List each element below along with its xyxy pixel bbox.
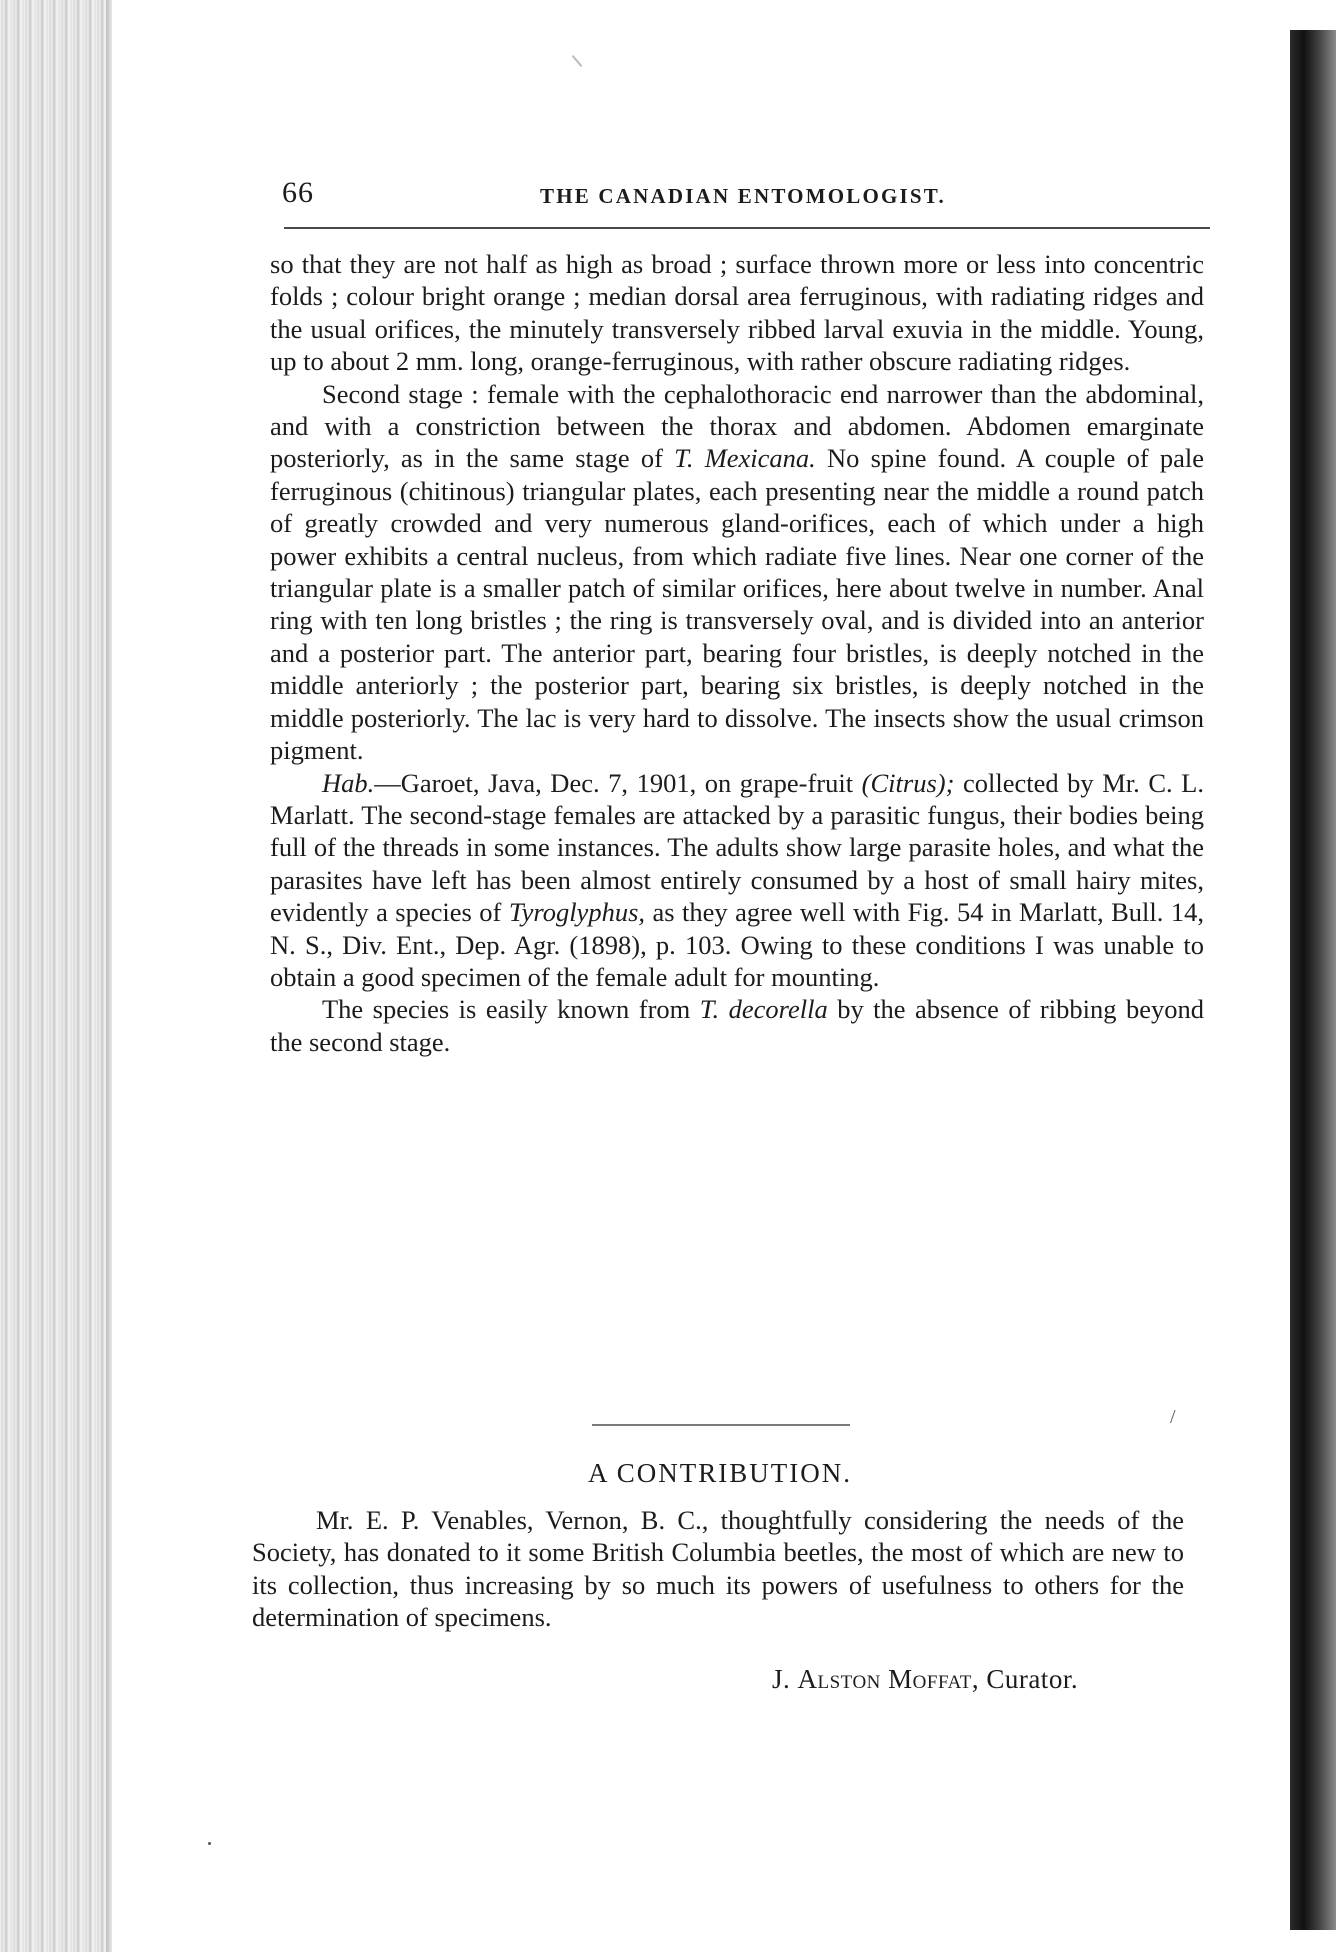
signature: [772, 1664, 1078, 1695]
page-number: 66: [282, 176, 314, 209]
section-title: A CONTRIBUTION.: [588, 1458, 852, 1488]
text-run: collected by Mr. C. L. Marlatt. The second-stage females are attacked by a parasitic fungus, their bodies being full of the threads in some instances. The adults show large parasite holes, and what the parasites have left has been almost entirely consumed by a host of small hairy mites, evidently a species of: [270, 767, 1204, 928]
genus-name: Tyroglyphus,: [508, 897, 646, 928]
paragraph-second-stage: [270, 378, 1204, 767]
header-rule: [284, 227, 1210, 229]
running-header: [282, 176, 1212, 216]
species-name: T. Mexicana.: [674, 443, 816, 474]
signature-role: , Curator.: [971, 1664, 1079, 1694]
article-body: [270, 248, 1204, 1058]
scan-speck: [208, 1842, 211, 1845]
habitat-label: Hab.: [322, 767, 375, 798]
page-edge-shadow: [1290, 30, 1336, 1930]
text-run: The species is easily known from: [322, 994, 700, 1025]
text-run: No spine found. A couple of pale ferruginous (chitinous) triangular plates, each presenting near the middle a round patch of greatly crowded and very numerous gland-orifices, each of which under a high power exhibits a central nucleus, from which radiate five lines. Near one corner of the triangular plate is a smaller patch of similar orifices, here about twelve in number. Anal ring with ten long bristles ; the ring is transversely oval, and is divided into an anterior and a posterior part. The anterior part, bearing four bristles, is deeply notched in the middle anteriorly ; the posterior part, bearing six bristles, is deeply notched in the middle posteriorly. The lac is very hard to dissolve. The insects show the usual crimson pigment.: [270, 443, 1204, 766]
section-divider: [592, 1424, 850, 1426]
text-run: as they agree well with Fig. 54 in Marlatt, Bull. 14, N. S., Div. Ent., Dep. Agr. (1898), p. 103. Owing to these conditions I was unable to obtain a good specimen of the female adult for mounting.: [270, 897, 1204, 992]
paragraph-comparison: [270, 993, 1204, 1058]
text-run: by the absence of ribbing beyond the second stage.: [270, 994, 1204, 1057]
signature-name: Alston Moffat: [797, 1664, 972, 1694]
text-run: —Garoet, Java, Dec. 7, 1901, on grape-fruit: [374, 767, 862, 798]
paragraph-description: so that they are not half as high as broad ; surface thrown more or less into concentric folds ; colour bright orange ; median dorsal area ferruginous, with radiating ridges and the usual orifices, the minutely transversely ribbed larval exuvia in the middle. Young, up to about 2 mm. long, orange-ferruginous, with rather obscure radiating ridges.: [270, 249, 1204, 377]
paragraph-habitat: [270, 767, 1204, 994]
contribution-body: [252, 1504, 1184, 1634]
genus-name: (Citrus);: [861, 767, 955, 798]
signature-initial: J.: [772, 1664, 798, 1694]
text-run: Second stage : female with the cephalothoracic end narrower than the abdominal, and with a constriction between the thorax and abdomen. Abdomen emarginate posteriorly, as in the same stage of: [270, 378, 1204, 474]
scan-mark: /: [1170, 1406, 1176, 1428]
running-title: THE CANADIAN ENTOMOLOGIST.: [540, 184, 946, 208]
book-binding-edge: [0, 0, 112, 1952]
paragraph-contribution: Mr. E. P. Venables, Vernon, B. C., thoughtfully considering the needs of the Society, has donated to it some British Columbia beetles, the most of which are new to its collection, thus increasing by so much its powers of usefulness to others for the determination of specimens.: [252, 1505, 1184, 1633]
species-name: T. decorella: [699, 994, 828, 1025]
